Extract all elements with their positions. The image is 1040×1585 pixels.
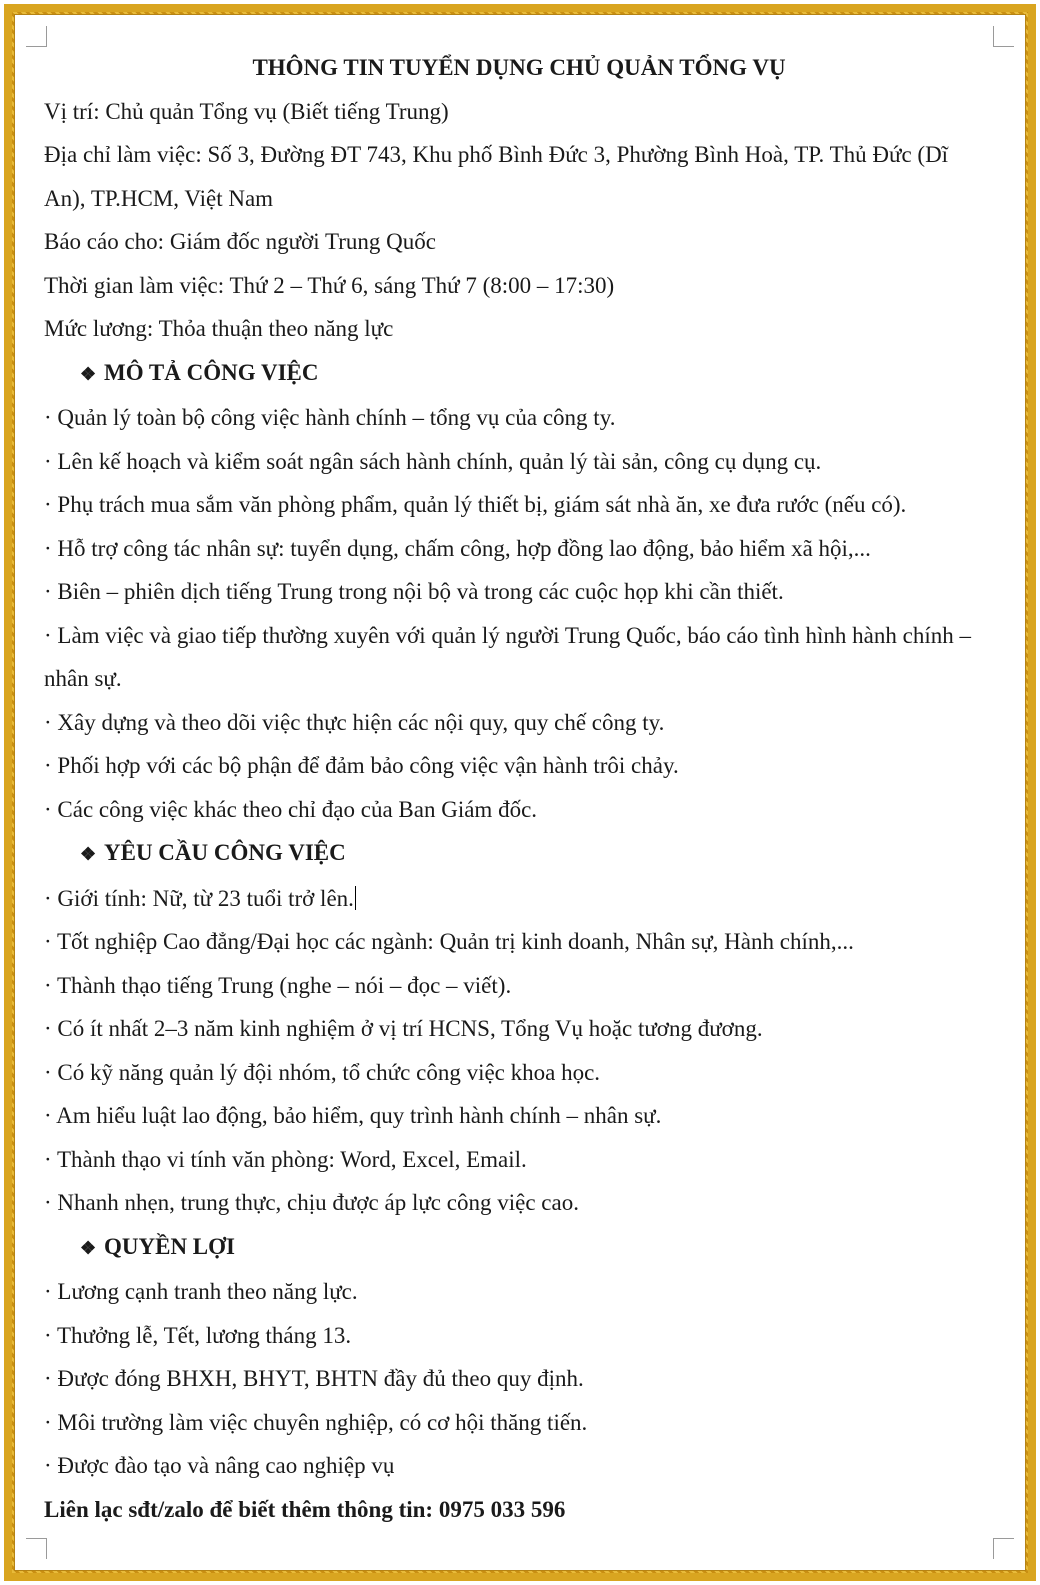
corner-mark-top-left (26, 26, 47, 47)
list-item: · Được đóng BHXH, BHYT, BHTN đầy đủ theo quy định. (44, 1366, 584, 1391)
list-item: · Được đào tạo và nâng cao nghiệp vụ (44, 1453, 395, 1478)
list-item: · Có ít nhất 2–3 năm kinh nghiệm ở vị trí HCNS, Tổng Vụ hoặc tương đương. (44, 1016, 763, 1041)
list-item-text: · Giới tính: Nữ, từ 23 tuổi trở lên. (44, 885, 354, 911)
section-heading-text: YÊU CẦU CÔNG VIỆC (104, 840, 346, 865)
list-item: · Thành thạo tiếng Trung (nghe – nói – đọc – viết). (44, 972, 512, 998)
info-address: Địa chỉ làm việc: Số 3, Đường ĐT 743, Khu phố Bình Đức 3, Phường Bình Hoà, TP. Thủ Đức (Dĩ An), TP.HCM, Việt Nam (44, 142, 949, 211)
section-heading-benefits (44, 1225, 994, 1271)
section-heading-text: QUYỀN LỢI (104, 1233, 235, 1259)
list-item: · Hỗ trợ công tác nhân sự: tuyển dụng, chấm công, hợp đồng lao động, bảo hiểm xã hội,... (44, 535, 871, 561)
list-item: · Các công việc khác theo chỉ đạo của Ban Giám đốc. (44, 796, 538, 822)
info-report-to: Báo cáo cho: Giám đốc người Trung Quốc (44, 229, 436, 254)
list-item: · Làm việc và giao tiếp thường xuyên với quản lý người Trung Quốc, báo cáo tình hình hành chính – nhân sự. (44, 622, 971, 691)
info-working-hours: Thời gian làm việc: Thứ 2 – Thứ 6, sáng Thứ 7 (8:00 – 17:30) (44, 272, 615, 298)
list-item-with-caret[interactable] (44, 877, 994, 921)
list-item: · Xây dựng và theo dõi việc thực hiện các nội quy, quy chế công ty. (44, 709, 665, 735)
diamond-bullet-icon: ❖ (80, 363, 97, 384)
list-item: · Có kỹ năng quản lý đội nhóm, tổ chức công việc khoa học. (44, 1059, 601, 1085)
list-item: · Lương cạnh tranh theo năng lực. (44, 1279, 358, 1304)
section-heading-text: MÔ TẢ CÔNG VIỆC (104, 359, 319, 385)
info-position: Vị trí: Chủ quản Tổng vụ (Biết tiếng Trung) (44, 98, 449, 124)
list-item: · Am hiểu luật lao động, bảo hiểm, quy trình hành chính – nhân sự. (44, 1103, 662, 1128)
list-item: · Biên – phiên dịch tiếng Trung trong nội bộ và trong các cuộc họp khi cần thiết. (44, 579, 784, 604)
list-item: · Thưởng lễ, Tết, lương tháng 13. (44, 1322, 352, 1348)
section-heading-job-requirements (44, 831, 994, 877)
info-salary: Mức lương: Thỏa thuận theo năng lực (44, 316, 394, 341)
diamond-bullet-icon: ❖ (80, 844, 97, 864)
list-item: · Thành thạo vi tính văn phòng: Word, Excel, Email. (44, 1146, 527, 1172)
corner-mark-bottom-right (993, 1538, 1014, 1559)
list-item: · Phụ trách mua sắm văn phòng phẩm, quản lý thiết bị, giám sát nhà ăn, xe đưa rước (nếu có). (44, 492, 907, 517)
section-heading-job-description (44, 351, 994, 397)
list-item: · Phối hợp với các bộ phận để đảm bảo công việc vận hành trôi chảy. (44, 753, 679, 778)
diamond-bullet-icon: ❖ (80, 1237, 97, 1258)
corner-mark-bottom-left (26, 1538, 47, 1559)
list-item: · Môi trường làm việc chuyên nghiệp, có cơ hội thăng tiến. (44, 1409, 588, 1435)
contact-line: Liên lạc sđt/zalo để biết thêm thông tin: 0975 033 596 (44, 1496, 566, 1522)
list-item: · Tốt nghiệp Cao đẳng/Đại học các ngành: Quản trị kinh doanh, Nhân sự, Hành chính,... (44, 929, 854, 954)
list-item: · Nhanh nhẹn, trung thực, chịu được áp lực công việc cao. (44, 1190, 579, 1215)
document-title: THÔNG TIN TUYỂN DỤNG CHỦ QUẢN TỔNG VỤ (252, 55, 786, 80)
document-content (44, 46, 994, 1531)
corner-mark-top-right (993, 26, 1014, 47)
list-item: · Quản lý toàn bộ công việc hành chính – tổng vụ của công ty. (44, 405, 616, 430)
text-cursor (355, 886, 356, 910)
list-item: · Lên kế hoạch và kiểm soát ngân sách hành chính, quản lý tài sản, công cụ dụng cụ. (44, 448, 822, 474)
